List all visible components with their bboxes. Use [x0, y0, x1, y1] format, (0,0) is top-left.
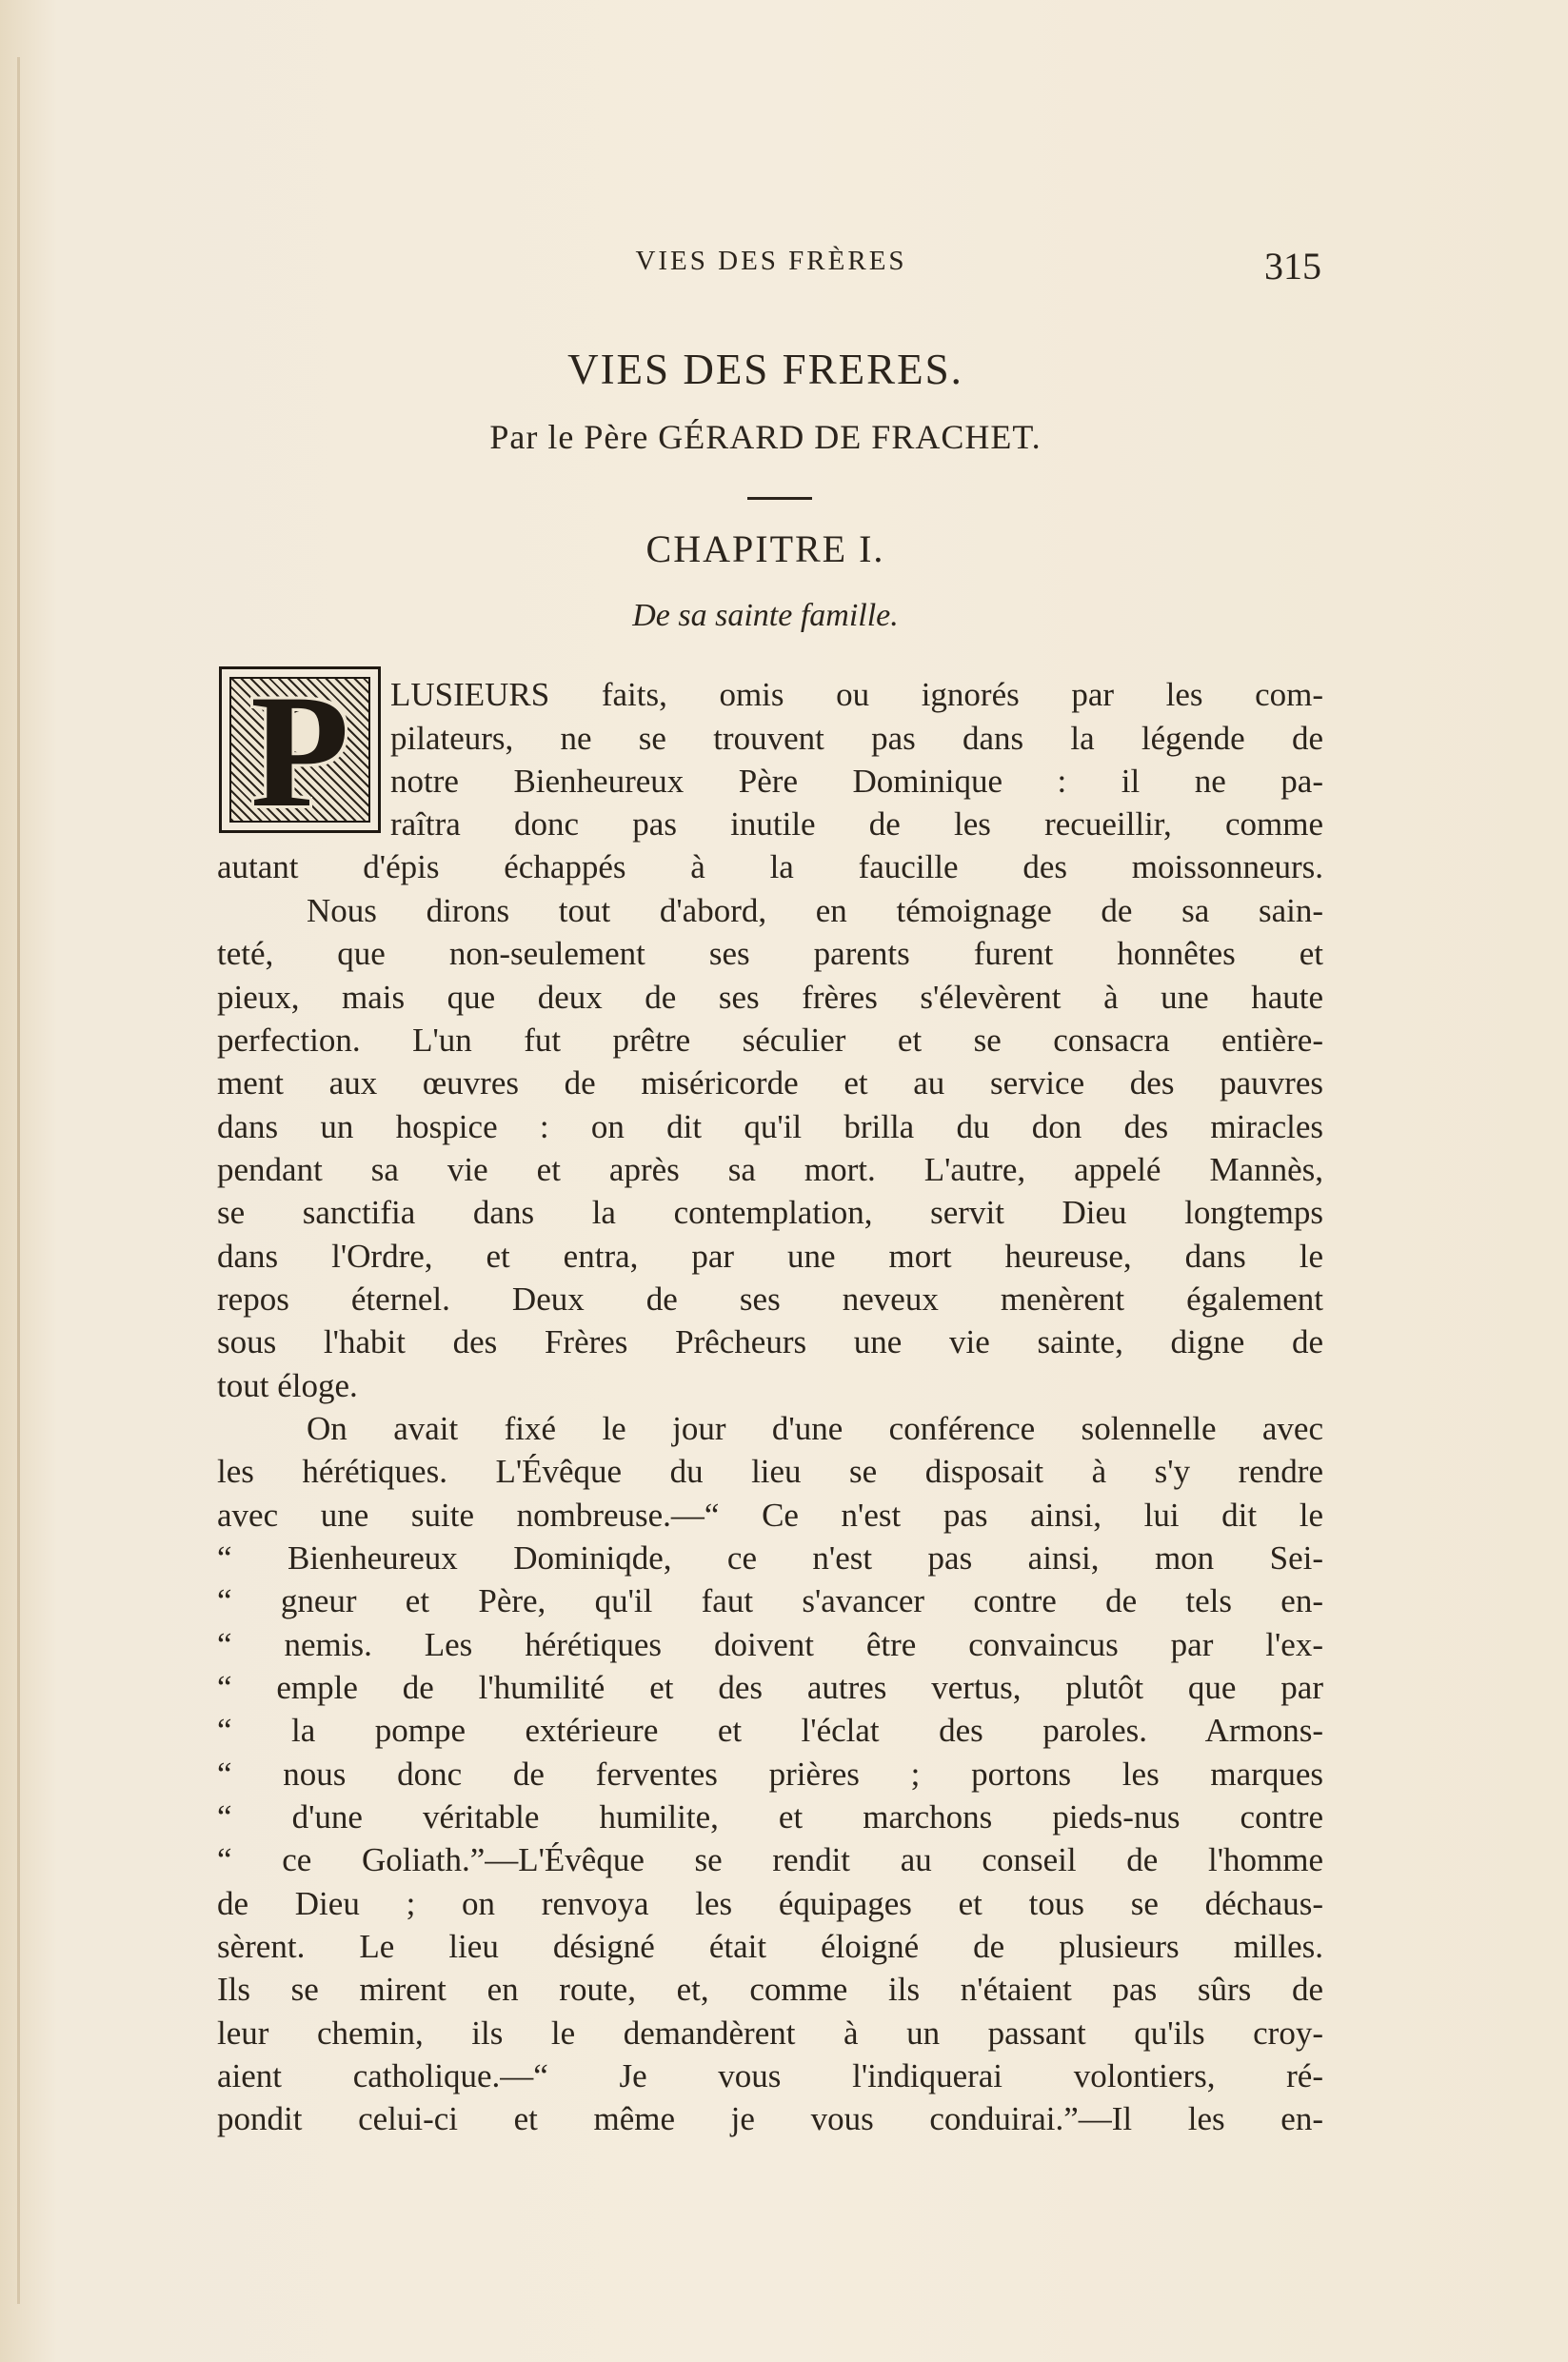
text-line: autant d'épis échappés à la faucille des moissonneurs.: [217, 848, 1323, 885]
text-line: de Dieu ; on renvoya les équipages et tous se déchaus-: [217, 1885, 1323, 1922]
text-line: sèrent. Le lieu désigné était éloigné de plusieurs milles.: [217, 1928, 1323, 1965]
text-line: ment aux œuvres de miséricorde et au service des pauvres: [217, 1064, 1323, 1102]
text-line: raîtra donc pas inutile de les recueillir, comme: [390, 805, 1323, 843]
text-line: “ nous donc de ferventes prières ; portons les marques: [217, 1756, 1323, 1793]
section-rule: [747, 497, 812, 500]
page-title: VIES DES FRERES.: [567, 346, 963, 393]
text-line: “ d'une véritable humilite, et marchons pieds-nus contre: [217, 1798, 1323, 1836]
text-line: dans un hospice : on dit qu'il brilla du don des miracles: [217, 1108, 1323, 1145]
running-head: VIES DES FRÈRES: [635, 246, 907, 276]
text-line: pendant sa vie et après sa mort. L'autre, appelé Mannès,: [217, 1151, 1323, 1188]
chapter-subtitle: De sa sainte famille.: [632, 598, 899, 633]
binding-gutter: [17, 57, 20, 2304]
text-line: “ ce Goliath.”—L'Évêque se rendit au conseil de l'homme: [217, 1841, 1323, 1878]
text-line: “ la pompe extérieure et l'éclat des paroles. Armons-: [217, 1712, 1323, 1749]
text-line: aient catholique.—“ Je vous l'indiquerai volontiers, ré-: [217, 2057, 1323, 2094]
text-line: LUSIEURS faits, omis ou ignorés par les com-: [390, 676, 1323, 713]
text-line: se sanctifia dans la contemplation, servit Dieu longtemps: [217, 1194, 1323, 1231]
text-line: On avait fixé le jour d'une conférence solennelle avec: [307, 1410, 1323, 1447]
text-line: pondit celui-ci et même je vous conduirai.”—Il les en-: [217, 2100, 1323, 2137]
author-byline: Par le Père GÉRARD DE FRACHET.: [489, 418, 1042, 456]
text-line: sous l'habit des Frères Prêcheurs une vie sainte, digne de: [217, 1323, 1323, 1360]
text-line: tout éloge.: [217, 1367, 358, 1404]
text-line: “ gneur et Père, qu'il faut s'avancer contre de tels en-: [217, 1582, 1323, 1619]
text-line: les hérétiques. L'Évêque du lieu se disposait à s'y rendre: [217, 1453, 1323, 1490]
drop-cap-ornament: [219, 662, 381, 841]
text-line: leur chemin, ils le demandèrent à un passant qu'ils croy-: [217, 2015, 1323, 2052]
text-line: “ emple de l'humilité et des autres vertus, plutôt que par: [217, 1669, 1323, 1706]
text-line: perfection. L'un fut prêtre séculier et se consacra entière-: [217, 1022, 1323, 1059]
chapter-heading: CHAPITRE I.: [645, 527, 885, 570]
text-line: “ Bienheureux Dominiqde, ce n'est pas ainsi, mon Sei-: [217, 1539, 1323, 1577]
text-line: dans l'Ordre, et entra, par une mort heureuse, dans le: [217, 1238, 1323, 1275]
text-line: teté, que non-seulement ses parents furent honnêtes et: [217, 935, 1323, 972]
text-line: pilateurs, ne se trouvent pas dans la légende de: [390, 720, 1323, 757]
text-line: pieux, mais que deux de ses frères s'élevèrent à une haute: [217, 979, 1323, 1016]
text-line: avec une suite nombreuse.—“ Ce n'est pas ainsi, lui dit le: [217, 1497, 1323, 1534]
text-line: Ils se mirent en route, et, comme ils n'étaient pas sûrs de: [217, 1971, 1323, 2008]
text-line: repos éternel. Deux de ses neveux menèrent également: [217, 1280, 1323, 1318]
drop-cap-letter: P: [250, 662, 349, 841]
page-number: 315: [1264, 245, 1321, 288]
text-line: “ nemis. Les hérétiques doivent être convaincus par l'ex-: [217, 1626, 1323, 1663]
text-line: Nous dirons tout d'abord, en témoignage de sa sain-: [307, 892, 1323, 929]
text-line: notre Bienheureux Père Dominique : il ne pa-: [390, 763, 1323, 800]
